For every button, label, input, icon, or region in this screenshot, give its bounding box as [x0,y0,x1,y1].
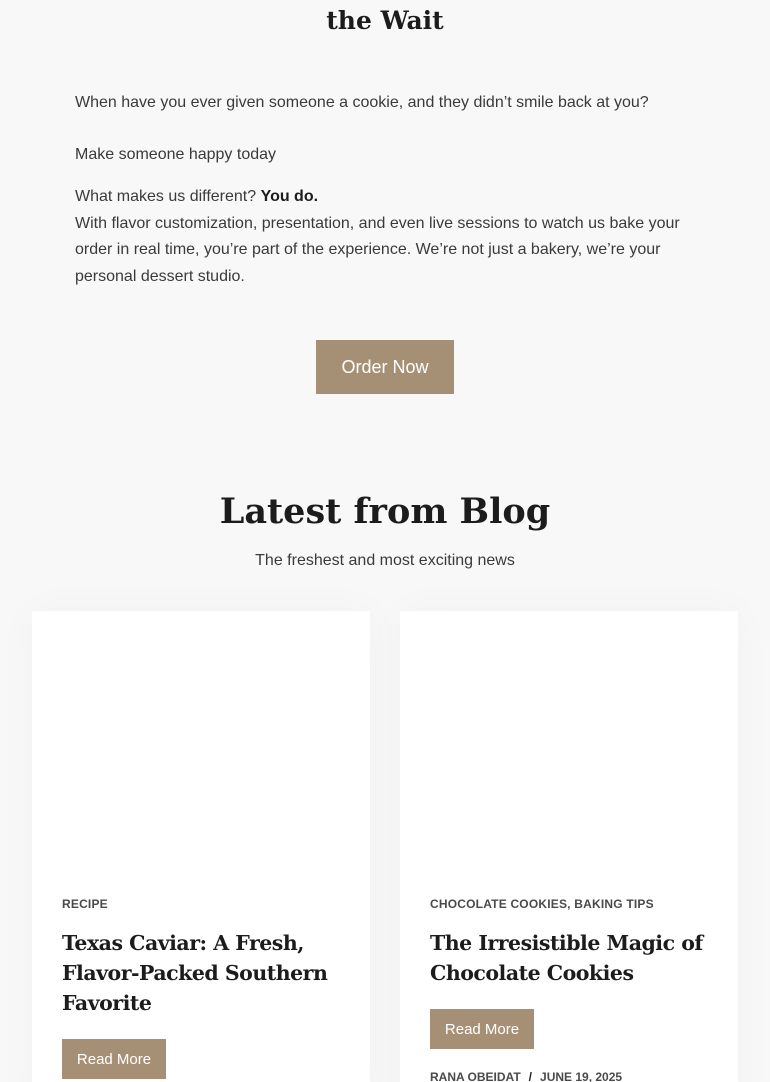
blog-card-chocolate-cookies [400,611,738,1082]
read-more-button[interactable]: Read More [62,1039,166,1079]
hero-paragraph-question: When have you ever given someone a cookie, and they didn’t smile back at you? [75,94,649,111]
meta-separator: / [528,1070,533,1082]
blog-card-title[interactable]: The Irresistible Magic of Chocolate Cookies [430,931,703,985]
hero-paragraph-tagline: Make someone happy today [75,146,277,163]
blog-card-author[interactable]: RANA OBEIDAT [430,1070,521,1082]
difference-lead: What makes us different? [75,188,261,205]
hero-paragraph-difference [75,184,715,290]
blog-card-category[interactable]: RECIPE [62,897,108,911]
blog-card-image[interactable] [400,611,738,875]
blog-card-meta [430,1070,622,1082]
blog-section-subtitle: The freshest and most exciting news [255,552,515,569]
blog-card-image[interactable] [32,611,370,875]
difference-bold: You do. [260,188,319,205]
difference-body: With flavor customization, presentation, and even live sessions to watch us bake your order in real time, you’re part of the experience. We’re not just a bakery, we’re your personal dessert studio. [75,214,680,285]
hero-title: the Wait [326,6,444,35]
blog-card-category[interactable]: CHOCOLATE COOKIES, BAKING TIPS [430,897,654,911]
blog-card-texas-caviar [32,611,370,1082]
blog-section-title: Latest from Blog [219,491,551,532]
blog-card-date: JUNE 19, 2025 [540,1070,623,1082]
read-more-button[interactable]: Read More [430,1009,534,1049]
order-now-button[interactable]: Order Now [316,340,454,394]
blog-card-title[interactable]: Texas Caviar: A Fresh, Flavor-Packed Southern Favorite [62,931,328,1015]
